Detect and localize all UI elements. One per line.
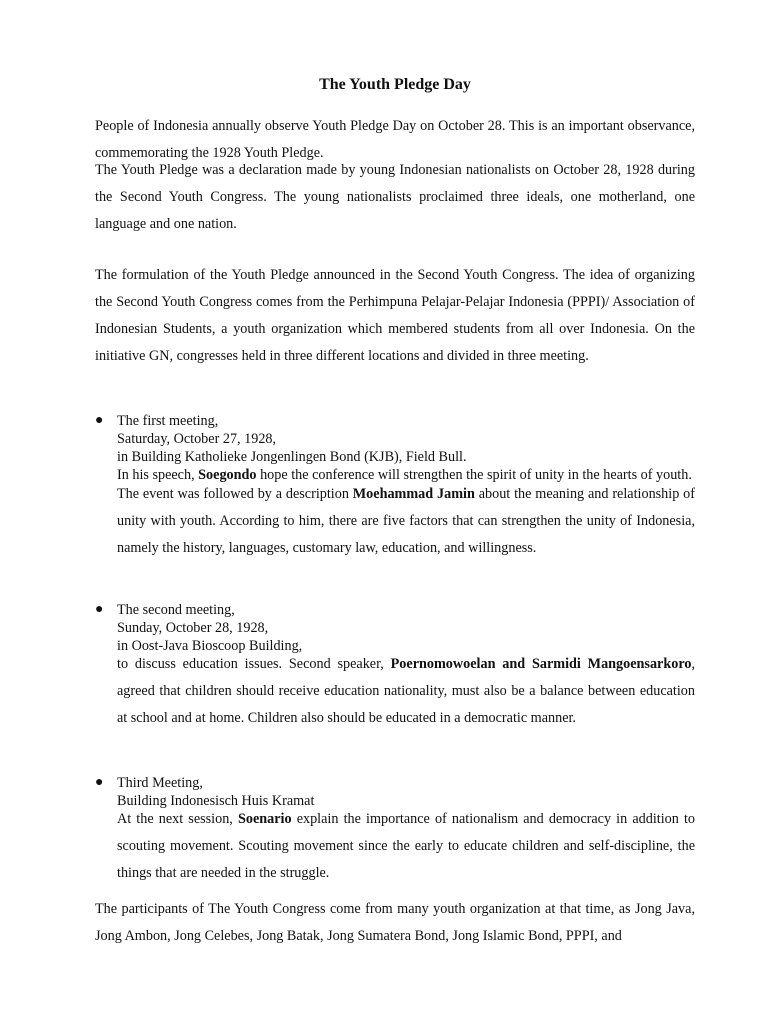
- meeting-3-session: [117, 806, 695, 887]
- meeting-1-speech-text-rest: hope the conference will strengthen the spirit of unity in the hearts of youth.: [256, 467, 692, 483]
- meeting-3-heading: Third Meeting,: [117, 775, 203, 791]
- meeting-3-session-text-rest: explain the importance of nationalism and democracy in addition to scouting movement. Scouting movement since the early to educate children and self-discipline, the things that are needed in the struggle.: [117, 811, 695, 881]
- meeting-1-speech-text: In his speech,: [117, 467, 199, 483]
- speakers-poernomowoelan-sarmidi: Poernomowoelan and Sarmidi Mangoensarkoro: [390, 656, 692, 672]
- speaker-soegondo: Soegondo: [198, 467, 257, 483]
- bullet-icon: ●: [95, 413, 104, 428]
- meeting-1-description-text-rest: about the meaning and relationship of unity with youth. According to him, there are five factors that can strengthen the unity of Indonesia, namely the history, languages, customary law, education, and willingness.: [117, 486, 695, 556]
- participants-paragraph: The participants of The Youth Congress come from many youth organization at that time, as Jong Java, Jong Ambon, Jong Celebes, Jong Batak, Jong Sumatera Bond, Jong Islamic Bond, PPPI, and: [95, 901, 695, 944]
- meeting-1-date: Saturday, October 27, 1928,: [117, 431, 277, 447]
- formulation-paragraph: The formulation of the Youth Pledge announced in the Second Youth Congress. The idea of organizing the Second Youth Congress comes from the Perhimpuna Pelajar-Pelajar Indonesia (PPPI)/ Association of Indonesian Students, a youth organization which membered students from all over Indonesia. On the initiative GN, congresses held in three different locations and divided in three meeting.: [95, 267, 695, 364]
- speaker-moehammad-jamin: Moehammad Jamin: [352, 486, 475, 502]
- bullet-icon: ●: [95, 775, 104, 790]
- meeting-2-date: Sunday, October 28, 1928,: [117, 620, 269, 636]
- meeting-1-description: [117, 481, 695, 562]
- meeting-3-place: Building Indonesisch Huis Kramat: [117, 793, 315, 809]
- meeting-3-session-text: At the next session,: [117, 811, 238, 827]
- meeting-2-discussion: [117, 651, 695, 732]
- meeting-2-discussion-text-rest: , agreed that children should receive education nationality, must also be a balance between education at school and at home. Children also should be educated in a democratic manner.: [117, 656, 696, 726]
- meeting-1-description-text: The event was followed by a description: [117, 486, 353, 502]
- intro-paragraph-1: People of Indonesia annually observe Youth Pledge Day on October 28. This is an important observance, commemorating the 1928 Youth Pledge.: [95, 118, 695, 161]
- speaker-soenario: Soenario: [237, 811, 292, 827]
- document-title: The Youth Pledge Day: [319, 76, 471, 93]
- meeting-2-place: in Oost-Java Bioscoop Building,: [117, 638, 303, 654]
- meeting-2-heading: The second meeting,: [117, 602, 235, 618]
- intro-paragraph-2: The Youth Pledge was a declaration made by young Indonesian nationalists on October 28, 1928 during the Second Youth Congress. The young nationalists proclaimed three ideals, one motherland, one language and one nation.: [95, 162, 695, 232]
- meeting-1-place: in Building Katholieke Jongenlingen Bond (KJB), Field Bull.: [117, 449, 467, 465]
- meeting-1-heading: The first meeting,: [117, 413, 219, 429]
- meeting-2-discussion-text: to discuss education issues. Second speaker,: [117, 656, 391, 672]
- bullet-icon: ●: [95, 602, 104, 617]
